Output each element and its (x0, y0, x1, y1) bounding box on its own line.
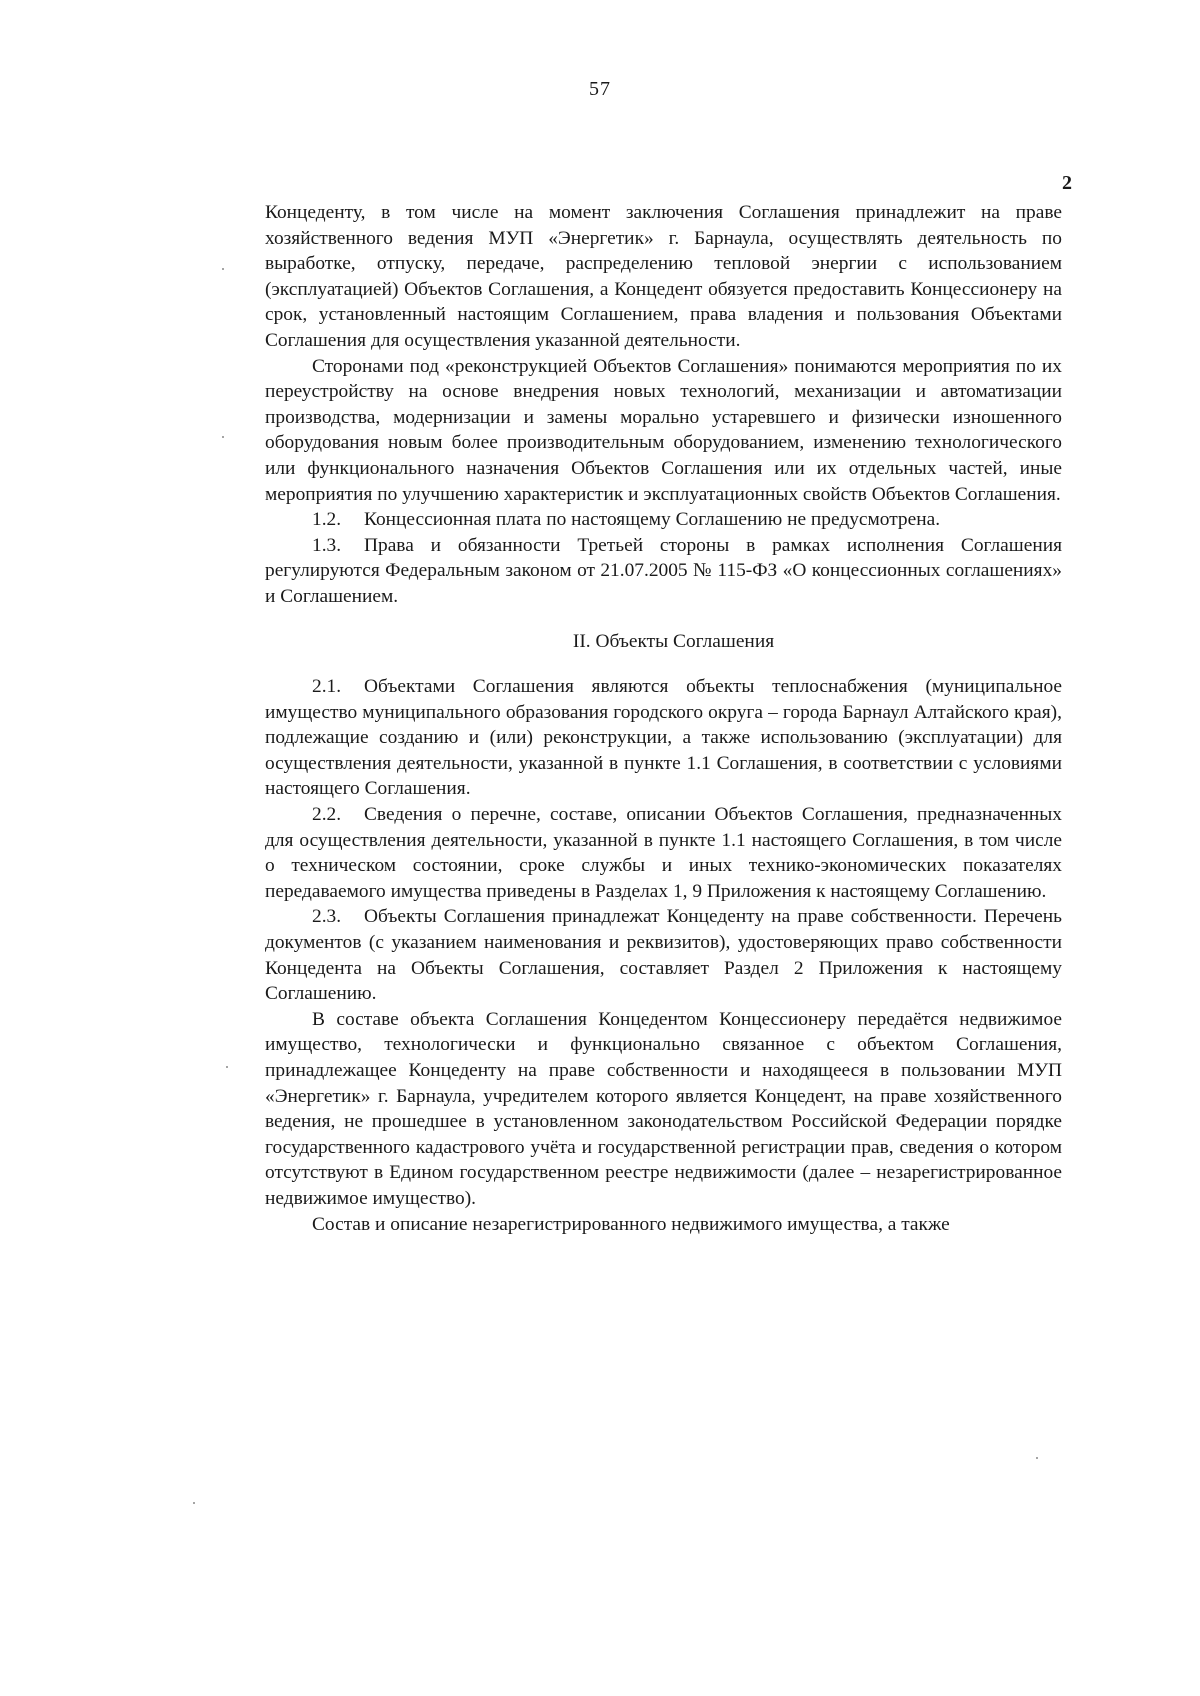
clause-number: 1.3. (312, 534, 342, 556)
scan-speck (1036, 1457, 1038, 1459)
paragraph-unregistered-property: В составе объекта Соглашения Концедентом Концессионеру передаётся недвижимое имущество, технологически и функционально связанное с объектом Соглашения, принадлежащее Концеденту на праве собственности и находящееся в пользовании МУП «Энергетик» г. Барнаула, учредителем которого является Концедент, на праве хозяйственного ведения, не прошедшее в установленном законодательством Российской Федерации порядке государственного кадастрового учёта и государственной регистрации прав, сведения о котором отсутствуют в Едином государственном реестре недвижимости (далее – незарегистрированное недвижимое имущество). (265, 1008, 1062, 1209)
clause-number: 2.2. (312, 804, 342, 826)
clause-number: 1.2. (312, 509, 342, 531)
clause-1-3 (265, 533, 1062, 610)
scan-speck (222, 436, 224, 438)
document-body (265, 200, 1062, 1237)
clause-text: Сведения о перечне, составе, описании Объектов Соглашения, предназначенных для осуществления деятельности, указанной в пункте 1.1 настоящего Соглашения, в том числе о техническом состоянии, сроке службы и иных технико-экономических показателях передаваемого имущества приведены в Разделах 1, 9 Приложения к настоящему Соглашению. (265, 804, 1062, 902)
inner-page-number: 2 (1062, 172, 1072, 194)
clause-2-2 (265, 802, 1062, 904)
paragraph-concession-subject: Концеденту, в том числе на момент заключения Соглашения принадлежит на праве хозяйственного ведения МУП «Энергетик» г. Барнаула, осуществлять деятельность по выработке, отпуску, передаче, распределению тепловой энергии с использованием (эксплуатацией) Объектов Соглашения, а Концедент обязуется предоставить Концессионеру на срок, установленный настоящим Соглашением, права владения и пользования Объектами Соглашения для осуществления указанной деятельности. (265, 202, 1062, 351)
clause-number: 2.1. (312, 676, 342, 698)
clause-number: 2.3. (312, 906, 342, 928)
page-number: 57 (589, 78, 611, 100)
clause-text: Объектами Соглашения являются объекты теплоснабжения (муниципальное имущество муниципального образования городского округа – города Барнаул Алтайского края), подлежащие созданию и (или) реконструкции, а также использованию (эксплуатации) для осуществления деятельности, указанной в пункте 1.1 Соглашения, в соответствии с условиями настоящего Соглашения. (265, 676, 1062, 800)
scan-speck (193, 1502, 195, 1504)
clause-text: Объекты Соглашения принадлежат Концеденту на праве собственности. Перечень документов (с указанием наименования и реквизитов), удостоверяющих право собственности Концедента на Объекты Соглашения, составляет Раздел 2 Приложения к настоящему Соглашению. (265, 906, 1062, 1005)
scan-speck (222, 268, 224, 270)
paragraph-property-composition: Состав и описание незарегистрированного недвижимого имущества, а также (312, 1213, 950, 1235)
clause-1-2 (265, 507, 1062, 533)
section-title: II. Объекты Соглашения (572, 630, 775, 652)
paragraph-reconstruction-definition: Сторонами под «реконструкцией Объектов Соглашения» понимаются мероприятия по их переустройству на основе внедрения новых технологий, механизации и автоматизации производства, модернизации и замены морально устаревшего и физически изношенного оборудования новым более производительным оборудованием, изменению технологического или функционального назначения Объектов Соглашения или их отдельных частей, иные мероприятия по улучшению характеристик и эксплуатационных свойств Объектов Соглашения. (265, 355, 1062, 505)
scan-speck (226, 1066, 228, 1068)
clause-2-3 (265, 904, 1062, 1006)
clause-text: Права и обязанности Третьей стороны в рамках исполнения Соглашения регулируются Федеральным законом от 21.07.2005 № 115-ФЗ «О концессионных соглашениях» и Соглашением. (265, 534, 1062, 607)
clause-2-1 (265, 674, 1062, 802)
clause-text: Концессионная плата по настоящему Соглашению не предусмотрена. (364, 509, 941, 531)
